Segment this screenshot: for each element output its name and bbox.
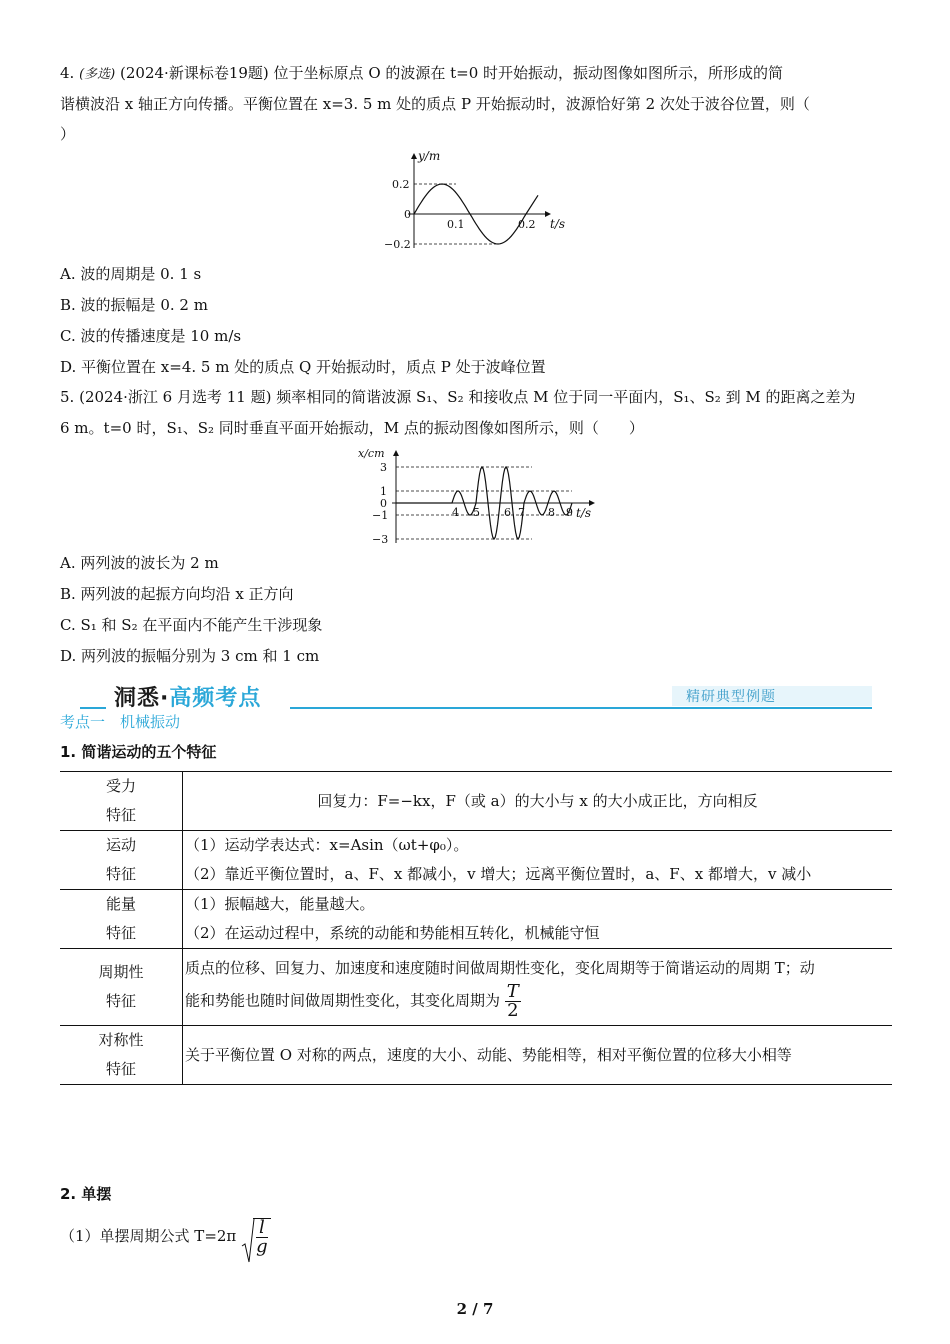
row-content (183, 772, 893, 831)
q4-option-b: B. 波的振幅是 0. 2 m (60, 296, 208, 314)
q4-stem-line2: 谐横波沿 x 轴正方向传播。平衡位置在 x=3. 5 m 处的质点 P 开始振动时，波源恰好第 2 次处于波谷位置，则（ (60, 95, 810, 113)
q4-option-a: A. 波的周期是 0. 1 s (60, 265, 202, 283)
q4-xtick-1: 0.2 (518, 218, 536, 231)
q4-stem-text1: 位于坐标原点 O 的波源在 t=0 时开始振动，振动图像如图所示，所形成的简 (273, 64, 784, 82)
row-content-line: （1）振幅越大，能量越大。 (185, 895, 375, 913)
row-content-line: 质点的位移、回复力、加速度和速度随时间做周期性变化，变化周期等于简谐运动的周期 T；动 (185, 959, 815, 977)
q4-number: 4. (60, 64, 75, 82)
sqrt-symbol (241, 1218, 271, 1256)
fraction-denominator: 2 (507, 1000, 519, 1021)
q4-ytick-1: −0.2 (384, 238, 411, 251)
pendulum-formula (60, 1218, 271, 1256)
q5-option-a: A. 两列波的波长为 2 m (60, 554, 219, 572)
q5-ytick-4: −3 (372, 533, 389, 546)
banner-right-tag-text: 精研典型例题 (686, 689, 776, 705)
q4-option-d: D. 平衡位置在 x=4. 5 m 处的质点 Q 开始振动时，质点 P 处于波峰位置 (60, 358, 546, 376)
row-content (183, 1026, 893, 1085)
row-content (183, 831, 893, 890)
row-head (60, 772, 183, 831)
q5-figure (352, 447, 602, 547)
q4-origin-label: 0 (404, 208, 411, 221)
q5-source: (2024·浙江 6 月选考 11 题) (79, 388, 272, 406)
row-head (60, 831, 183, 890)
q5-ytick-0: 3 (380, 461, 387, 474)
row-content-line: 回复力：F=−kx，F（或 a）的大小与 x 的大小成正比，方向相反 (317, 791, 758, 810)
fraction-numerator: l (256, 1219, 268, 1238)
row-head-line1: 能量 (105, 895, 136, 913)
table-row (60, 831, 892, 890)
q4-tag: (多选) (79, 67, 116, 82)
q5-option-b: B. 两列波的起振方向均沿 x 正方向 (60, 585, 294, 603)
q5-number: 5. (60, 388, 75, 406)
row-head-line1: 受力 (105, 777, 136, 795)
banner-rule (290, 707, 872, 709)
q5-option-c: C. S₁ 和 S₂ 在平面内不能产生干涉现象 (60, 616, 323, 634)
q4-ytick-0: 0.2 (392, 178, 410, 191)
row-head-line2: 特征 (105, 806, 136, 824)
table-row (60, 949, 892, 1026)
kaodian-heading: 考点一 机械振动 (60, 713, 181, 731)
section2-heading: 2. 单摆 (60, 1185, 112, 1203)
row-head-line1: 对称性 (98, 1031, 144, 1049)
row-head-line2: 特征 (105, 992, 136, 1010)
q4-stem-line1 (60, 63, 783, 85)
q5-stem-line1 (60, 387, 856, 407)
row-content-line (185, 983, 890, 1020)
pendulum-fraction (253, 1218, 271, 1256)
q5-xtick-4: 8 (548, 506, 555, 519)
q5-ytick-2: 0 (380, 497, 387, 510)
q4-source: (2024·新课标卷19题) (120, 64, 269, 82)
q5-xtick-1: 5 (473, 506, 480, 519)
q4-option-c: C. 波的传播速度是 10 m/s (60, 327, 242, 345)
row-content-line: （2）在运动过程中，系统的动能和势能相互转化，机械能守恒 (185, 924, 600, 942)
row-head-line2: 特征 (105, 1060, 136, 1078)
section-banner (80, 683, 872, 709)
fraction-numerator: T (506, 981, 519, 1002)
table-row (60, 890, 892, 949)
q4-figure (380, 148, 580, 256)
q5-xtick-5: 9 (566, 506, 573, 519)
q5-option-d: D. 两列波的振幅分别为 3 cm 和 1 cm (60, 647, 320, 665)
q5-y-label: x/cm (358, 447, 385, 460)
row-head-line2: 特征 (105, 865, 136, 883)
row-head-line1: 运动 (105, 836, 136, 854)
row-head-line2: 特征 (105, 924, 136, 942)
q4-y-label: y/m (418, 149, 441, 163)
q5-xtick-0: 4 (452, 506, 459, 519)
q5-stem-line2: 6 m。t=0 时，S₁、S₂ 同时垂直平面开始振动，M 点的振动图像如图所示，则（ ） (60, 419, 644, 437)
row-head (60, 949, 183, 1026)
q5-x-label: t/s (576, 506, 592, 520)
q5-xtick-3: 7 (518, 506, 525, 519)
table-row (60, 772, 892, 831)
row-content-text: 能和势能也随时间做周期性变化，其变化周期为 (185, 991, 501, 1010)
banner-left-bar (80, 683, 106, 709)
q4-xtick-0: 0.1 (447, 218, 465, 231)
banner-title-dark: 洞悉· (114, 686, 170, 711)
q5-ytick-3: −1 (372, 509, 389, 522)
banner-title (114, 681, 261, 712)
row-content (183, 890, 893, 949)
row-content-line: （2）靠近平衡位置时，a、F、x 都减小，v 增大；远离平衡位置时，a、F、x 都增大，v 减小 (185, 865, 812, 883)
banner-title-accent: 高频考点 (169, 686, 262, 711)
banner-right-tag (672, 686, 872, 706)
period-fraction (505, 983, 521, 1020)
pendulum-formula-text: （1）单摆周期公式 T=2π (60, 1227, 237, 1245)
q4-x-label: t/s (550, 217, 566, 231)
row-head (60, 1026, 183, 1085)
section1-heading: 1. 简谐运动的五个特征 (60, 743, 217, 761)
q4-stem-line3: ） (60, 125, 76, 143)
q5-stem-text1: 频率相同的简谐波源 S₁、S₂ 和接收点 M 位于同一平面内，S₁、S₂ 到 M 的距离之差为 (276, 388, 856, 406)
q5-xtick-2: 6 (504, 506, 511, 519)
fraction-denominator: g (256, 1236, 268, 1257)
q5-ytick-1: 1 (380, 485, 387, 498)
page-number: 2 / 7 (456, 1300, 494, 1318)
row-head (60, 890, 183, 949)
row-content-line: 关于平衡位置 O 对称的两点，速度的大小、动能、势能相等，相对平衡位置的位移大小相等 (185, 1045, 792, 1064)
table-row (60, 1026, 892, 1085)
row-content (183, 949, 893, 1026)
row-content-line: （1）运动学表达式：x=Asin（ωt+φ₀）。 (185, 836, 469, 854)
row-head-line1: 周期性 (98, 963, 144, 981)
features-table (60, 771, 892, 1085)
